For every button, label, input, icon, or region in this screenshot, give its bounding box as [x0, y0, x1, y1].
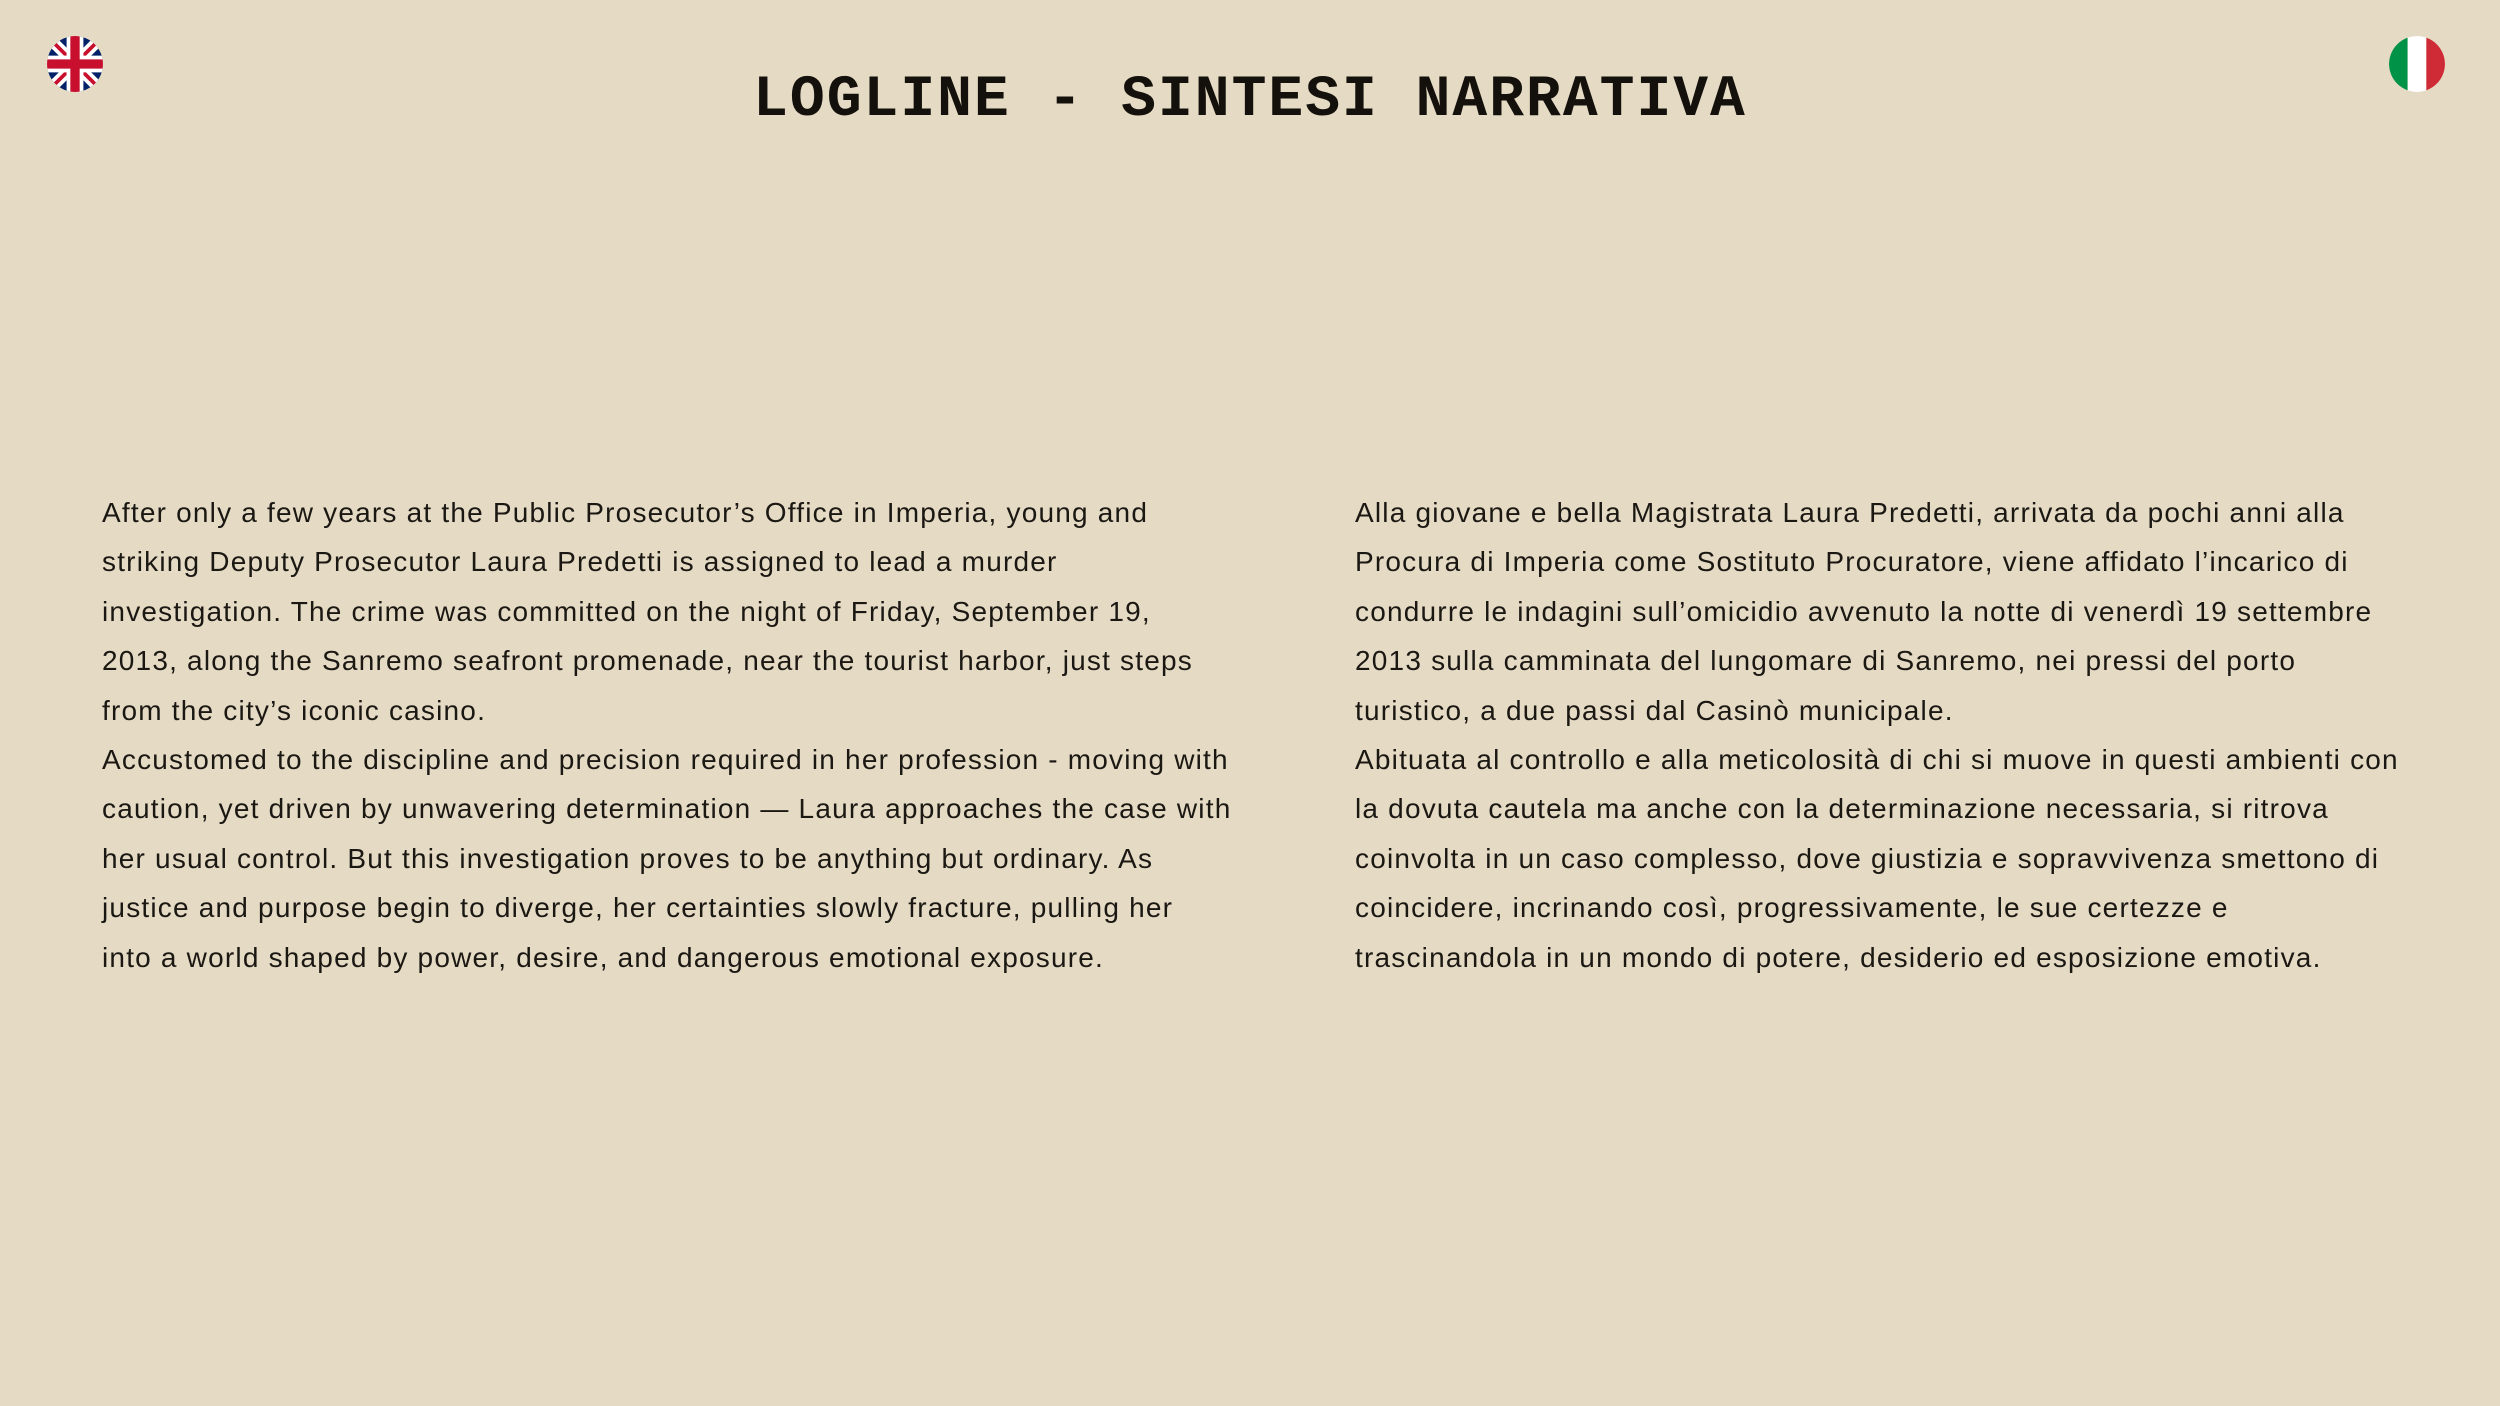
- english-paragraph-2: Accustomed to the discipline and precision required in her profession - moving with caution, yet driven by unwavering determination — Laura approaches the case with her usual control. But this investigation proves to be anything but ordinary. As justice and purpose begin to diverge, her certainties slowly fracture, pulling her into a world shaped by power, desire, and dangerous emotional exposure.: [102, 744, 1232, 973]
- english-logline: [102, 488, 1232, 982]
- italian-logline: [1355, 488, 2415, 982]
- italy-flag-icon[interactable]: [2389, 36, 2445, 92]
- italian-paragraph-2: Abituata al controllo e alla meticolosità di chi si muove in questi ambienti con la dovuta cautela ma anche con la determinazione necessaria, si ritrova coinvolta in un caso complesso, dove giustizia e sopravvivenza smettono di coincidere, incrinando così, progressivamente, le sue certezze e trascinandola in un mondo di potere, desiderio ed esposizione emotiva.: [1355, 744, 2399, 973]
- english-paragraph-1: After only a few years at the Public Prosecutor’s Office in Imperia, young and striking Deputy Prosecutor Laura Predetti is assigned to lead a murder investigation. The crime was committed on the night of Friday, September 19, 2013, along the Sanremo seafront promenade, near the tourist harbor, just steps from the city’s iconic casino.: [102, 497, 1193, 726]
- italian-paragraph-1: Alla giovane e bella Magistrata Laura Predetti, arrivata da pochi anni alla Procura di Imperia come Sostituto Procuratore, viene affidato l’incarico di condurre le indagini sull’omicidio avvenuto la notte di venerdì 19 settembre 2013 sulla camminata del lungomare di Sanremo, nei pressi del porto turistico, a due passi dal Casinò municipale.: [1355, 497, 2373, 726]
- page-title: LOGLINE - SINTESI NARRATIVA: [753, 68, 1747, 133]
